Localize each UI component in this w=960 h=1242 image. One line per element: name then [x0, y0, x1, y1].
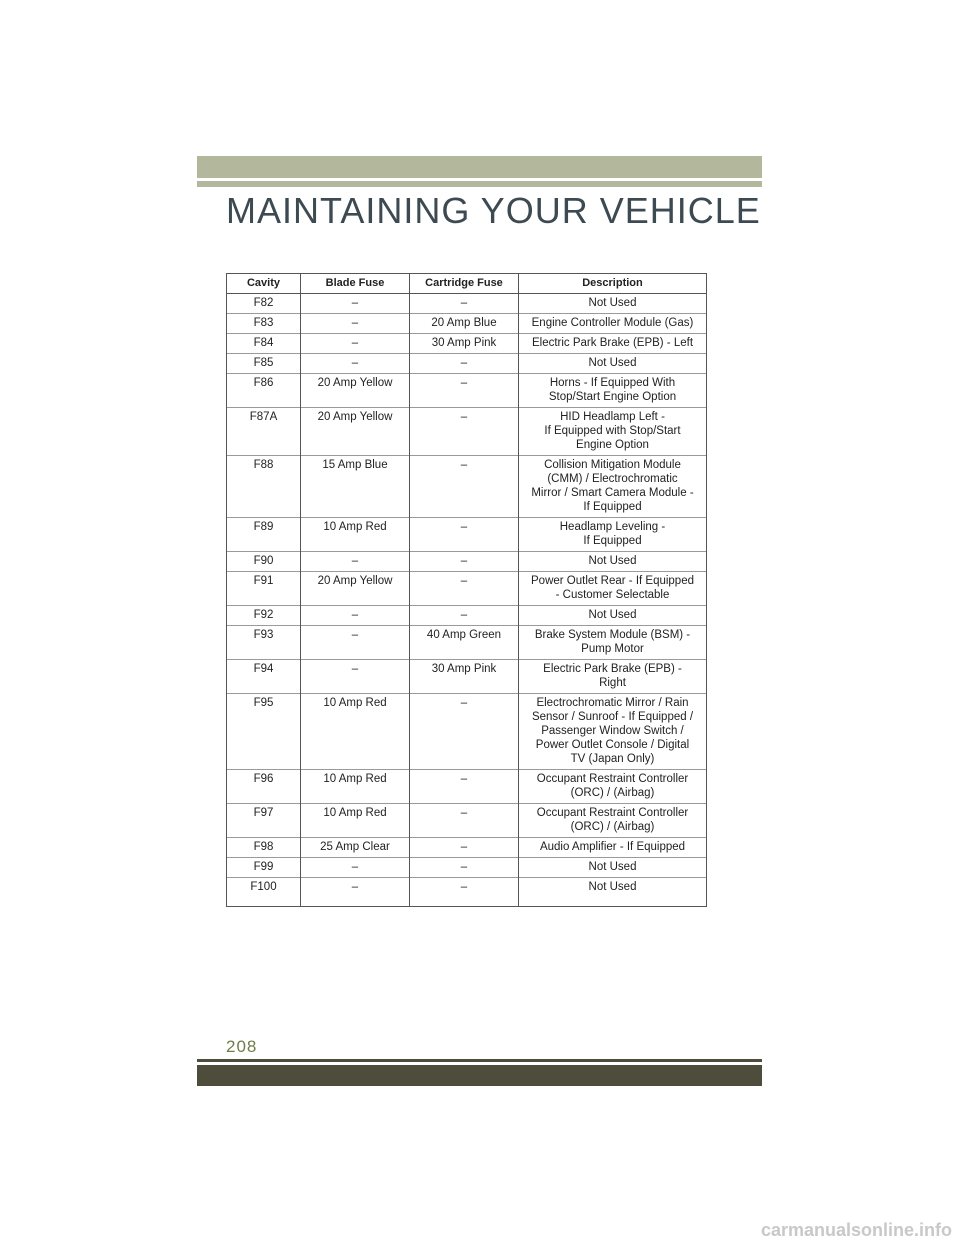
cartridge-fuse-cell: – [410, 552, 519, 572]
description-line: Collision Mitigation Module [544, 459, 681, 471]
description-line: Not Used [588, 357, 637, 369]
table-row [227, 408, 707, 456]
cavity-cell: F87A [227, 408, 301, 456]
blade-fuse-cell: 20 Amp Yellow [301, 374, 410, 408]
description-line: Sensor / Sunroof - If Equipped / [531, 711, 694, 723]
footer-line [197, 1059, 762, 1062]
description-line: HID Headlamp Left - [560, 411, 665, 423]
description-cell [519, 626, 707, 660]
cartridge-fuse-cell: 30 Amp Pink [410, 334, 519, 354]
description-line: Stop/Start Engine Option [548, 391, 677, 403]
page-number: 208 [226, 1037, 258, 1056]
description-line: Occupant Restraint Controller [536, 773, 689, 785]
description-cell [519, 694, 707, 770]
blade-fuse-cell: – [301, 294, 410, 314]
description-line: Passenger Window Switch / [541, 725, 684, 737]
description-line: Horns - If Equipped With [549, 377, 676, 389]
footer-bar [197, 1065, 762, 1086]
cavity-cell: F89 [227, 518, 301, 552]
description-line: Power Outlet Console / Digital [535, 739, 690, 751]
description-cell [519, 770, 707, 804]
description-line: Not Used [588, 555, 637, 567]
cavity-cell: F82 [227, 294, 301, 314]
cartridge-fuse-cell: – [410, 694, 519, 770]
cavity-cell: F90 [227, 552, 301, 572]
cavity-cell: F96 [227, 770, 301, 804]
table-row [227, 770, 707, 804]
cartridge-fuse-cell: – [410, 878, 519, 907]
description-line: If Equipped [583, 501, 642, 513]
blade-fuse-cell: – [301, 314, 410, 334]
cartridge-fuse-cell: 30 Amp Pink [410, 660, 519, 694]
description-cell [519, 294, 707, 314]
cartridge-fuse-cell: 40 Amp Green [410, 626, 519, 660]
cavity-cell: F95 [227, 694, 301, 770]
description-line: Not Used [588, 881, 637, 893]
cartridge-fuse-cell: – [410, 572, 519, 606]
description-cell [519, 354, 707, 374]
blade-fuse-cell: 10 Amp Red [301, 804, 410, 838]
description-line: Occupant Restraint Controller [536, 807, 689, 819]
description-line: Electric Park Brake (EPB) - [543, 663, 682, 675]
cartridge-fuse-cell: – [410, 354, 519, 374]
blade-fuse-cell: 25 Amp Clear [301, 838, 410, 858]
cavity-cell: F99 [227, 858, 301, 878]
description-cell [519, 838, 707, 858]
description-line: Not Used [588, 297, 637, 309]
cavity-cell: F93 [227, 626, 301, 660]
description-line: Not Used [588, 861, 637, 873]
blade-fuse-cell: – [301, 354, 410, 374]
description-cell [519, 804, 707, 838]
description-line: Engine Controller Module (Gas) [531, 317, 694, 329]
cavity-cell: F85 [227, 354, 301, 374]
blade-fuse-cell: – [301, 878, 410, 907]
fuse-table-body [227, 294, 707, 907]
description-line: If Equipped [583, 535, 642, 547]
description-line: Electric Park Brake (EPB) - Left [531, 337, 694, 349]
cavity-cell: F97 [227, 804, 301, 838]
description-line: Electrochromatic Mirror / Rain [536, 697, 689, 709]
column-header-cartridge-fuse: Cartridge Fuse [410, 274, 519, 294]
table-row [227, 354, 707, 374]
description-cell [519, 456, 707, 518]
blade-fuse-cell: 10 Amp Red [301, 694, 410, 770]
blade-fuse-cell: – [301, 606, 410, 626]
cavity-cell: F84 [227, 334, 301, 354]
cavity-cell: F94 [227, 660, 301, 694]
cartridge-fuse-cell: – [410, 374, 519, 408]
blade-fuse-cell: 10 Amp Red [301, 518, 410, 552]
table-row [227, 626, 707, 660]
cartridge-fuse-cell: 20 Amp Blue [410, 314, 519, 334]
table-row [227, 838, 707, 858]
description-cell [519, 334, 707, 354]
cavity-cell: F83 [227, 314, 301, 334]
blade-fuse-cell: – [301, 858, 410, 878]
blade-fuse-cell: 20 Amp Yellow [301, 572, 410, 606]
description-cell [519, 314, 707, 334]
description-line: Right [599, 677, 626, 689]
description-cell [519, 408, 707, 456]
description-line: Not Used [588, 609, 637, 621]
table-row [227, 294, 707, 314]
description-line: (ORC) / (Airbag) [570, 821, 655, 833]
header-accent-bar [197, 156, 762, 178]
table-row [227, 334, 707, 354]
cavity-cell: F100 [227, 878, 301, 907]
description-line: Mirror / Smart Camera Module - [531, 487, 694, 499]
description-line: (CMM) / Electrochromatic [547, 473, 678, 485]
blade-fuse-cell: – [301, 552, 410, 572]
cavity-cell: F91 [227, 572, 301, 606]
cavity-cell: F92 [227, 606, 301, 626]
description-line: (ORC) / (Airbag) [570, 787, 655, 799]
cartridge-fuse-cell: – [410, 606, 519, 626]
table-row [227, 314, 707, 334]
table-row [227, 456, 707, 518]
blade-fuse-cell: 20 Amp Yellow [301, 408, 410, 456]
table-row [227, 804, 707, 838]
description-line: Brake System Module (BSM) - [534, 629, 691, 641]
cartridge-fuse-cell: – [410, 858, 519, 878]
cavity-cell: F98 [227, 838, 301, 858]
table-row [227, 694, 707, 770]
description-line: TV (Japan Only) [570, 753, 655, 765]
fuse-table [226, 273, 707, 907]
table-row [227, 572, 707, 606]
cartridge-fuse-cell: – [410, 804, 519, 838]
description-line: Power Outlet Rear - If Equipped [531, 575, 694, 587]
description-line: Audio Amplifier - If Equipped [539, 841, 686, 853]
blade-fuse-cell: 15 Amp Blue [301, 456, 410, 518]
description-cell [519, 858, 707, 878]
column-header-cavity: Cavity [227, 274, 301, 294]
cartridge-fuse-cell: – [410, 838, 519, 858]
table-row [227, 606, 707, 626]
description-cell [519, 518, 707, 552]
description-cell [519, 878, 707, 907]
cavity-cell: F86 [227, 374, 301, 408]
blade-fuse-cell: – [301, 626, 410, 660]
table-row [227, 660, 707, 694]
description-cell [519, 374, 707, 408]
cartridge-fuse-cell: – [410, 456, 519, 518]
table-row [227, 878, 707, 907]
description-line: - Customer Selectable [555, 589, 670, 601]
description-line: Engine Option [576, 439, 649, 451]
description-line: Headlamp Leveling - [559, 521, 666, 533]
column-header-description: Description [519, 274, 707, 294]
header-accent-line [197, 181, 762, 187]
cavity-cell: F88 [227, 456, 301, 518]
table-row [227, 858, 707, 878]
section-title: MAINTAINING YOUR VEHICLE [226, 190, 761, 231]
blade-fuse-cell: 10 Amp Red [301, 770, 410, 804]
blade-fuse-cell: – [301, 660, 410, 694]
description-cell [519, 552, 707, 572]
watermark-text: carmanualsonline.info [760, 1220, 952, 1240]
column-header-blade-fuse: Blade Fuse [301, 274, 410, 294]
blade-fuse-cell: – [301, 334, 410, 354]
cartridge-fuse-cell: – [410, 294, 519, 314]
description-cell [519, 606, 707, 626]
cartridge-fuse-cell: – [410, 770, 519, 804]
description-line: Pump Motor [581, 643, 644, 655]
description-cell [519, 660, 707, 694]
description-line: If Equipped with Stop/Start [544, 425, 681, 437]
cartridge-fuse-cell: – [410, 518, 519, 552]
cartridge-fuse-cell: – [410, 408, 519, 456]
table-row [227, 374, 707, 408]
table-header-row [227, 274, 707, 294]
table-row [227, 552, 707, 572]
description-cell [519, 572, 707, 606]
table-row [227, 518, 707, 552]
